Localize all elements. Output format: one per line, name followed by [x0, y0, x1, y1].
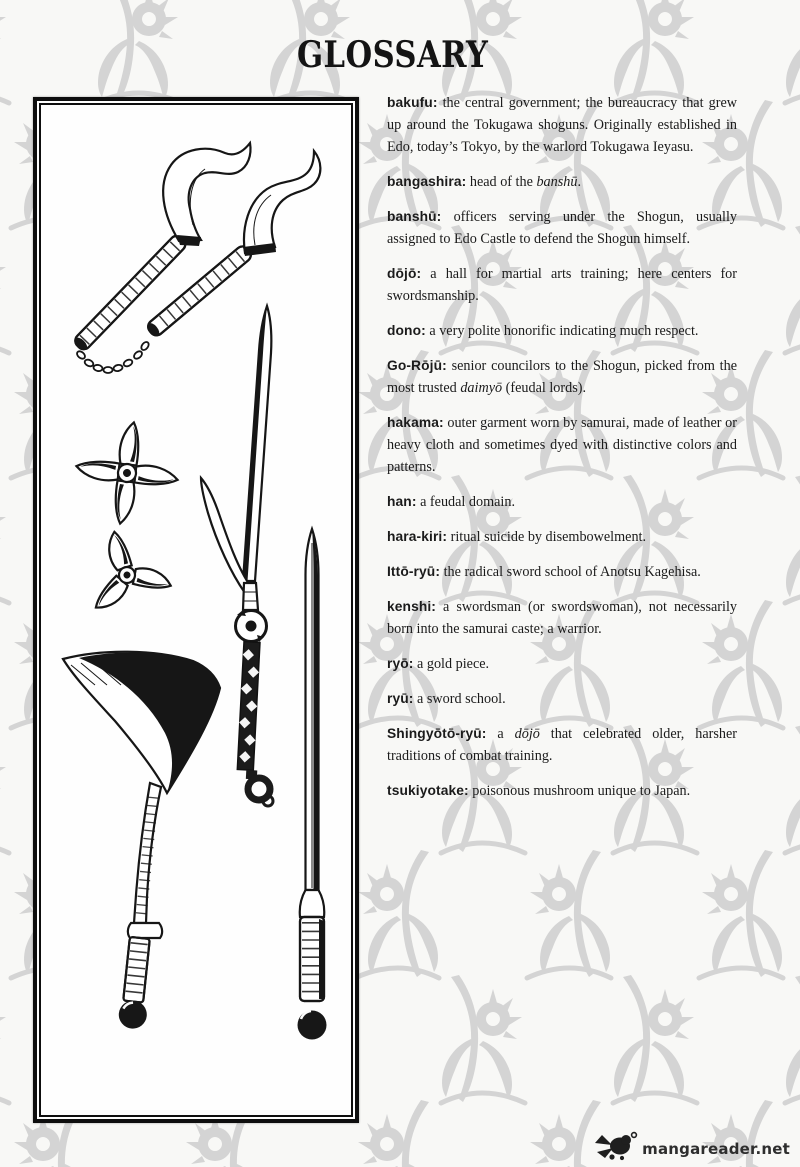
glossary-list [387, 92, 737, 815]
curved-axe-icon [63, 652, 220, 1030]
glossary-term: tsukiyotake: [387, 783, 469, 798]
glossary-term: Shingyōtō-ryū: [387, 726, 487, 741]
glossary-term: kenshi: [387, 599, 437, 614]
glossary-definition-text: . [577, 174, 581, 190]
pattern-crest-mark [441, 975, 525, 1103]
three-point-shuriken-icon [84, 526, 181, 630]
pattern-crest-mark [355, 1100, 439, 1167]
weapons-illustration [41, 105, 351, 1115]
pattern-crest-mark [785, 725, 800, 853]
glossary-entry [387, 780, 737, 802]
twin-hook-weapon-icon [72, 143, 320, 373]
glossary-entry [387, 206, 737, 250]
pattern-crest-mark [0, 475, 9, 603]
pattern-crest-mark [0, 725, 9, 853]
mangareader-mascot-icon [594, 1131, 638, 1161]
glossary-definition-text: the central government; the bureaucracy that grew up around the Tokugawa shoguns. Originally established in Edo, today’s Tokyo, by the warlord Tokugawa Ieyasu. [387, 95, 737, 155]
glossary-entry [387, 263, 737, 307]
glossary-entry [387, 412, 737, 478]
glossary-definition-text: a gold piece. [413, 656, 490, 672]
glossary-definition-text: that celebrated older, harsher traditions of combat training. [387, 726, 737, 764]
glossary-term: ryō: [387, 656, 414, 671]
glossary-entry [387, 92, 737, 158]
pattern-crest-mark [97, 0, 181, 103]
weapons-illustration-box [33, 97, 359, 1123]
pattern-crest-mark [527, 850, 611, 978]
glossary-definition-text: outer garment worn by samurai, made of leather or heavy cloth and sometimes dyed with distinctive colors and patterns. [387, 415, 737, 475]
pattern-crest-mark [785, 975, 800, 1103]
glossary-definition-text: officers serving under the Shogun, usually assigned to Edo Castle to defend the Shogun himself. [387, 209, 737, 247]
glossary-term: ryū: [387, 691, 414, 706]
glossary-entry [387, 653, 737, 675]
glossary-entry [387, 171, 737, 193]
glossary-entry [387, 688, 737, 710]
pattern-crest-mark [785, 225, 800, 353]
forked-spear-icon [201, 306, 273, 806]
glossary-entry [387, 596, 737, 640]
glossary-entry [387, 355, 737, 399]
glossary-definition-italic: daimyō [460, 380, 503, 396]
pattern-crest-mark [613, 975, 697, 1103]
glossary-term: dono: [387, 323, 426, 338]
glossary-definition-text: a very polite honorific indicating much respect. [425, 323, 699, 339]
glossary-term: Go-Rōjū: [387, 358, 447, 373]
pattern-crest-mark [0, 0, 9, 103]
glossary-definition-text: a swordsman (or swordswoman), not necessarily born into the samurai caste; a warrior. [387, 599, 737, 637]
glossary-definition-text: a hall for martial arts training; here centers for swordsmanship. [387, 266, 737, 304]
glossary-term: bangashira: [387, 174, 467, 189]
glossary-definition-text: ritual suicide by disembowelment. [447, 529, 647, 545]
straight-sword-icon [298, 529, 327, 1040]
pattern-crest-mark [0, 975, 9, 1103]
pattern-crest-mark [613, 0, 697, 103]
glossary-definition-italic: banshū [536, 174, 578, 190]
glossary-definition-italic: dōjō [514, 726, 540, 742]
glossary-definition-text: head of the [466, 174, 537, 190]
pattern-crest-mark [355, 850, 439, 978]
glossary-definition-text: a sword school. [413, 691, 506, 707]
pattern-crest-mark [0, 225, 9, 353]
glossary-term: dōjō: [387, 266, 422, 281]
glossary-entry [387, 491, 737, 513]
pattern-crest-mark [785, 0, 800, 103]
weapons-illustration-frame [39, 103, 353, 1117]
glossary-entry [387, 723, 737, 767]
glossary-term: hara-kiri: [387, 529, 448, 544]
glossary-term: hakama: [387, 415, 444, 430]
glossary-entry [387, 561, 737, 583]
glossary-term: Ittō-ryū: [387, 564, 441, 579]
pattern-crest-mark [785, 475, 800, 603]
glossary-definition-text: a feudal domain. [416, 494, 516, 510]
glossary-definition-text: a [486, 726, 515, 742]
glossary-definition-text: (feudal lords). [502, 380, 587, 396]
page-title: GLOSSARY [297, 34, 489, 76]
glossary-definition-text: senior councilors to the Shogun, picked from the most trusted [387, 358, 737, 396]
glossary-term: banshū: [387, 209, 442, 224]
four-point-shuriken-icon [68, 414, 186, 532]
glossary-term: bakufu: [387, 95, 438, 110]
glossary-term: han: [387, 494, 417, 509]
glossary-entry [387, 526, 737, 548]
glossary-definition-text: poisonous mushroom unique to Japan. [468, 783, 691, 799]
glossary-entry [387, 320, 737, 342]
watermark [594, 1131, 790, 1161]
glossary-definition-text: the radical sword school of Anotsu Kagehisa. [440, 564, 701, 580]
watermark-text: mangareader.net [642, 1140, 790, 1158]
pattern-crest-mark [699, 850, 783, 978]
